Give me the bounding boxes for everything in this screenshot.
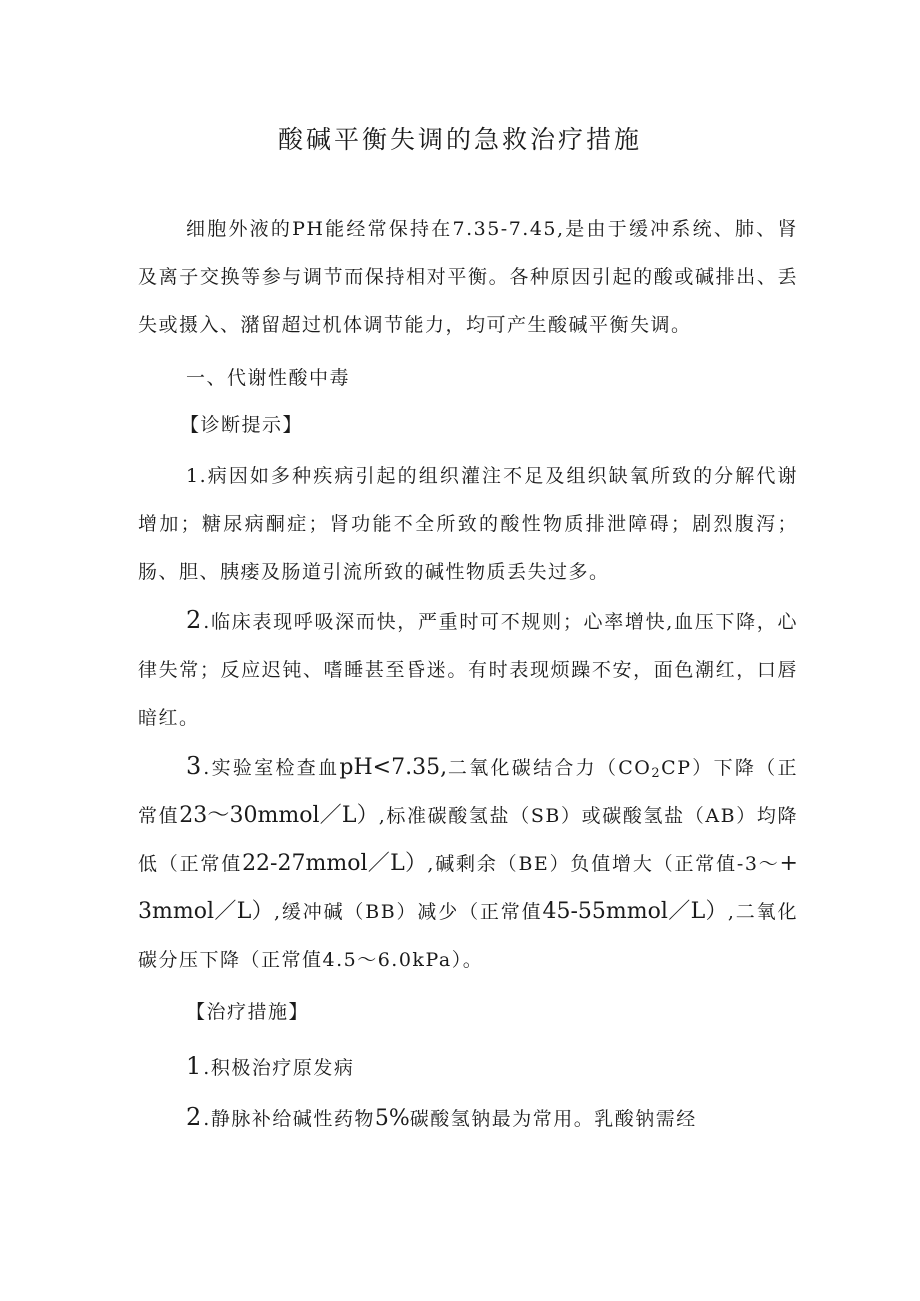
treatment-item-2 <box>186 1093 697 1143</box>
item-3-bb-range: 45-55mmol／L） <box>542 899 728 924</box>
co2-subscript: 2 <box>651 766 662 781</box>
treat-2-text-a: .静脉补给碱性药物 <box>203 1108 375 1130</box>
treat-2-text-c: 碳酸氢钠最为常用。乳酸钠需经 <box>409 1108 697 1130</box>
treatment-item-1 <box>186 1042 354 1092</box>
item-3-text-l: ,二氧化碳分压下降（正常值4.5～6.0kPa）。 <box>138 901 798 971</box>
treat-2-percent: 5% <box>374 1106 410 1131</box>
treat-1-text: .积极治疗原发病 <box>203 1057 355 1079</box>
treat-2-number: 2 <box>186 1103 204 1131</box>
intro-paragraph: 细胞外液的PH能经常保持在7.35-7.45,是由于缓冲系统、肺、肾及离子交换等参与调节而保持相对平衡。各种原因引起的酸或碱排出、丢失或摄入、潴留超过机体调节能力，均可产生酸碱平衡失调。 <box>138 218 798 336</box>
item-3-text-h: ,碱剩余（BE）负值增大（正常值-3～ <box>427 853 780 875</box>
treatment-label: 【治疗措施】 <box>186 1001 310 1023</box>
document-title: 酸碱平衡失调的急救治疗措施 <box>277 125 642 154</box>
item-3-ph-value: pH<7.35, <box>339 755 448 780</box>
diagnosis-item-2 <box>138 596 798 742</box>
diagnosis-item-1: 1.病因如多种疾病引起的组织灌注不足及组织缺氧所致的分解代谢增加；糖尿病酮症；肾功能不全所致的酸性物质排泄障碍；剧烈腹泻；肠、胆、胰瘘及肠道引流所致的碱性物质丢失过多。 <box>138 465 798 583</box>
item-2-text: .临床表现呼吸深而快，严重时可不规则；心率增快,血压下降，心律失常；反应迟钝、嗜睡甚至昏迷。有时表现烦躁不安，面色潮红，口唇暗红。 <box>138 611 798 729</box>
diagnosis-item-3 <box>138 742 798 984</box>
section-heading-metabolic-acidosis: 一、代谢性酸中毒 <box>186 367 351 389</box>
item-3-text-j: ,缓冲碱（BB）减少（正常值 <box>274 901 543 923</box>
item-3-text-c: 二氧化碳结合力（CO <box>447 757 652 779</box>
item-3-text-f: ,标准碳酸氢盐（SB）或碳酸氢盐（AB）均降低（正常值 <box>138 805 798 875</box>
item-2-number: 2 <box>186 606 204 634</box>
item-3-be-range: +3mmol／L） <box>138 851 798 924</box>
treat-1-number: 1 <box>186 1052 204 1080</box>
item-3-text-a: .实验室检查血 <box>203 757 340 779</box>
item-3-sb-range: 22-27mmol／L） <box>242 851 428 876</box>
item-3-text-d: CP）下降（正常值 <box>138 757 798 827</box>
item-3-co2cp-range: 23～30mmol／L） <box>179 803 379 828</box>
item-3-number: 3 <box>186 752 204 780</box>
diagnosis-label: 【诊断提示】 <box>180 414 304 436</box>
